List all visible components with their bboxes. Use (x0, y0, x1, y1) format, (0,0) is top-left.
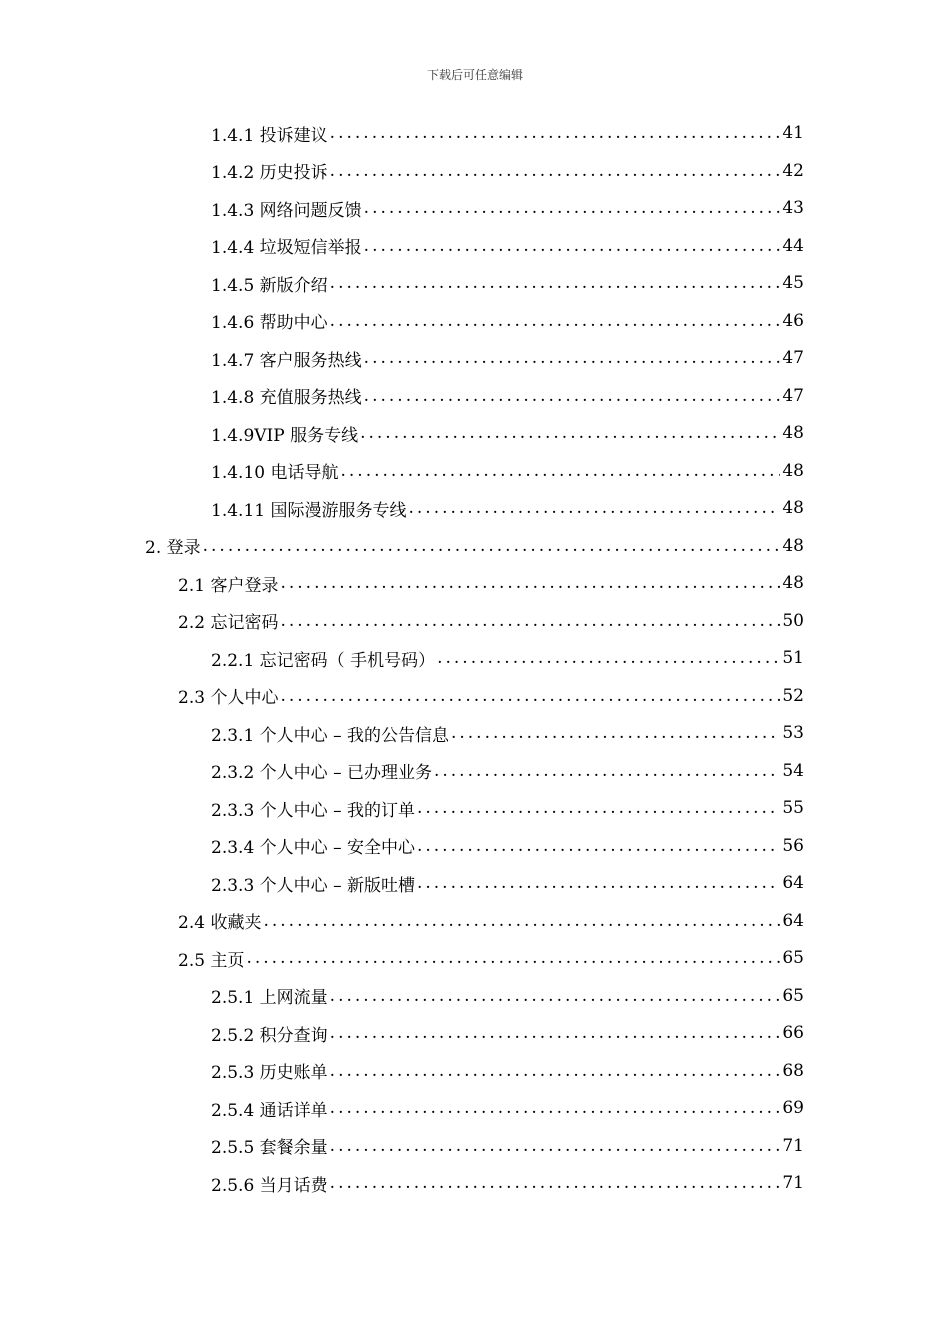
toc-page-number: 41 (782, 123, 804, 143)
toc-entry-label: 1.4.10 电话导航 (211, 463, 339, 483)
toc-page-number: 47 (782, 348, 804, 368)
toc-page-number: 53 (782, 723, 804, 743)
toc-page-number: 50 (782, 610, 804, 631)
toc-leader-dots (330, 123, 781, 143)
toc-entry-label: 1.4.4 垃圾短信举报 (211, 238, 362, 258)
page-header: 下载后可任意编辑 (426, 68, 523, 82)
toc-entry-label: 2.3.1 个人中心 – 我的公告信息 (211, 725, 449, 746)
toc-page-number: 47 (782, 385, 804, 406)
toc-leader-dots (330, 1098, 781, 1118)
toc-leader-dots (246, 948, 780, 968)
toc-leader-dots (280, 686, 780, 706)
toc-entry[interactable] (211, 1168, 804, 1198)
toc-entry[interactable] (211, 868, 804, 898)
toc-entry[interactable] (178, 906, 804, 936)
toc-page-number: 51 (782, 648, 804, 668)
toc-entry-label: 2.5.6 当月话费 (211, 1175, 328, 1196)
toc-leader-dots (330, 986, 781, 1006)
toc-leader-dots (417, 798, 780, 818)
toc-entry[interactable] (211, 381, 804, 411)
toc-page-number: 48 (782, 460, 804, 481)
toc-entry-label: 2. 登录 (145, 538, 201, 558)
toc-page-number: 43 (782, 198, 804, 218)
toc-leader-dots (263, 911, 780, 931)
toc-entry-label: 2.4 收藏夹 (178, 913, 262, 933)
toc-page-number: 65 (782, 948, 804, 968)
toc-entry-label: 2.1 客户登录 (178, 575, 279, 596)
toc-page-number: 52 (782, 685, 804, 706)
toc-page-number: 55 (782, 798, 804, 818)
toc-entry[interactable] (211, 118, 804, 148)
toc-entry-label: 1.4.1 投诉建议 (211, 125, 328, 146)
toc-entry-label: 2.5 主页 (178, 950, 245, 971)
toc-page-number: 64 (782, 873, 804, 893)
toc-entry[interactable] (145, 531, 804, 561)
toc-entry[interactable] (211, 418, 804, 448)
toc-leader-dots (203, 536, 781, 556)
toc-entry[interactable] (211, 1131, 804, 1161)
toc-entry[interactable] (211, 156, 804, 186)
toc-leader-dots (437, 648, 780, 668)
toc-entry-label: 2.3.3 个人中心 – 新版吐槽 (211, 875, 415, 896)
toc-entry-label: 1.4.3 网络问题反馈 (211, 200, 362, 221)
toc-entry[interactable] (211, 343, 804, 373)
toc-page-number: 71 (782, 1135, 804, 1156)
toc-entry-label: 2.2 忘记密码 (178, 613, 279, 633)
toc-entry-label: 2.5.3 历史账单 (211, 1063, 328, 1083)
toc-entry-label: 2.5.2 积分查询 (211, 1025, 328, 1046)
toc-entry[interactable] (211, 268, 804, 298)
toc-leader-dots (364, 386, 781, 406)
toc-entry[interactable] (178, 568, 804, 598)
toc-page-number: 45 (782, 273, 804, 293)
toc-entry[interactable] (211, 756, 804, 786)
toc-leader-dots (434, 761, 780, 781)
toc-leader-dots (330, 161, 781, 181)
toc-entry-label: 2.3.3 个人中心 – 我的订单 (211, 800, 415, 821)
toc-leader-dots (417, 873, 780, 893)
toc-leader-dots (330, 1136, 781, 1156)
toc-page-number: 46 (782, 310, 804, 331)
toc-entry-label: 2.5.1 上网流量 (211, 988, 328, 1008)
toc-leader-dots (340, 461, 780, 481)
toc-entry-label: 1.4.6 帮助中心 (211, 313, 328, 333)
toc-leader-dots (417, 836, 780, 856)
toc-page-number: 54 (782, 760, 804, 781)
toc-leader-dots (330, 1061, 781, 1081)
toc-entry-label: 1.4.7 客户服务热线 (211, 350, 362, 371)
toc-entry[interactable] (211, 981, 804, 1011)
toc-entry[interactable] (211, 493, 804, 523)
toc-entry-label: 1.4.2 历史投诉 (211, 163, 328, 183)
toc-entry[interactable] (211, 1093, 804, 1123)
toc-page-number: 68 (782, 1060, 804, 1081)
toc-entry[interactable] (211, 456, 804, 486)
toc-entry-label: 2.5.4 通话详单 (211, 1100, 328, 1121)
toc-page-number: 42 (782, 160, 804, 181)
toc-entry-label: 2.3.4 个人中心 – 安全中心 (211, 838, 415, 858)
toc-leader-dots (280, 611, 780, 631)
toc-page-number: 48 (782, 498, 804, 518)
toc-entry[interactable] (178, 681, 804, 711)
toc-page-number: 48 (782, 423, 804, 443)
toc-entry[interactable] (211, 831, 804, 861)
toc-page-number: 65 (782, 985, 804, 1006)
toc-leader-dots (364, 236, 781, 256)
toc-entry-label: 1.4.5 新版介绍 (211, 275, 328, 296)
toc-entry-label: 2.3 个人中心 (178, 688, 279, 708)
toc-page-number: 64 (782, 910, 804, 931)
toc-leader-dots (330, 1023, 781, 1043)
toc-page-number: 44 (782, 235, 804, 256)
toc-leader-dots (360, 423, 780, 443)
toc-leader-dots (330, 1173, 781, 1193)
toc-entry[interactable] (211, 231, 804, 261)
toc-page-number: 48 (782, 573, 804, 593)
toc-page-number: 48 (782, 535, 804, 556)
toc-leader-dots (451, 723, 780, 743)
toc-entry[interactable] (211, 1056, 804, 1086)
toc-leader-dots (330, 273, 781, 293)
toc-page-number: 66 (782, 1023, 804, 1043)
toc-entry[interactable] (211, 306, 804, 336)
toc-page-number: 56 (782, 835, 804, 856)
toc-entry-label: 2.5.5 套餐余量 (211, 1138, 328, 1158)
toc-entry-label: 1.4.9VIP 服务专线 (211, 425, 359, 446)
toc-leader-dots (280, 573, 780, 593)
toc-entry-label: 1.4.8 充值服务热线 (211, 388, 362, 408)
toc-leader-dots (408, 498, 780, 518)
toc-entry[interactable] (211, 193, 804, 223)
toc-entry-label: 1.4.11 国际漫游服务专线 (211, 500, 407, 521)
toc-leader-dots (364, 348, 781, 368)
toc-entry[interactable] (211, 793, 804, 823)
toc-leader-dots (364, 198, 781, 218)
toc-leader-dots (330, 311, 781, 331)
toc-page-number: 69 (782, 1098, 804, 1118)
toc-entry[interactable] (211, 1018, 804, 1048)
toc-entry-label: 2.3.2 个人中心 – 已办理业务 (211, 763, 432, 783)
toc-entry-label: 2.2.1 忘记密码（ 手机号码） (211, 650, 436, 671)
toc-page-number: 71 (782, 1173, 804, 1193)
toc-entry[interactable] (178, 943, 804, 973)
toc-entry[interactable] (211, 718, 804, 748)
toc-entry[interactable] (178, 606, 804, 636)
toc-entry[interactable] (211, 643, 804, 673)
